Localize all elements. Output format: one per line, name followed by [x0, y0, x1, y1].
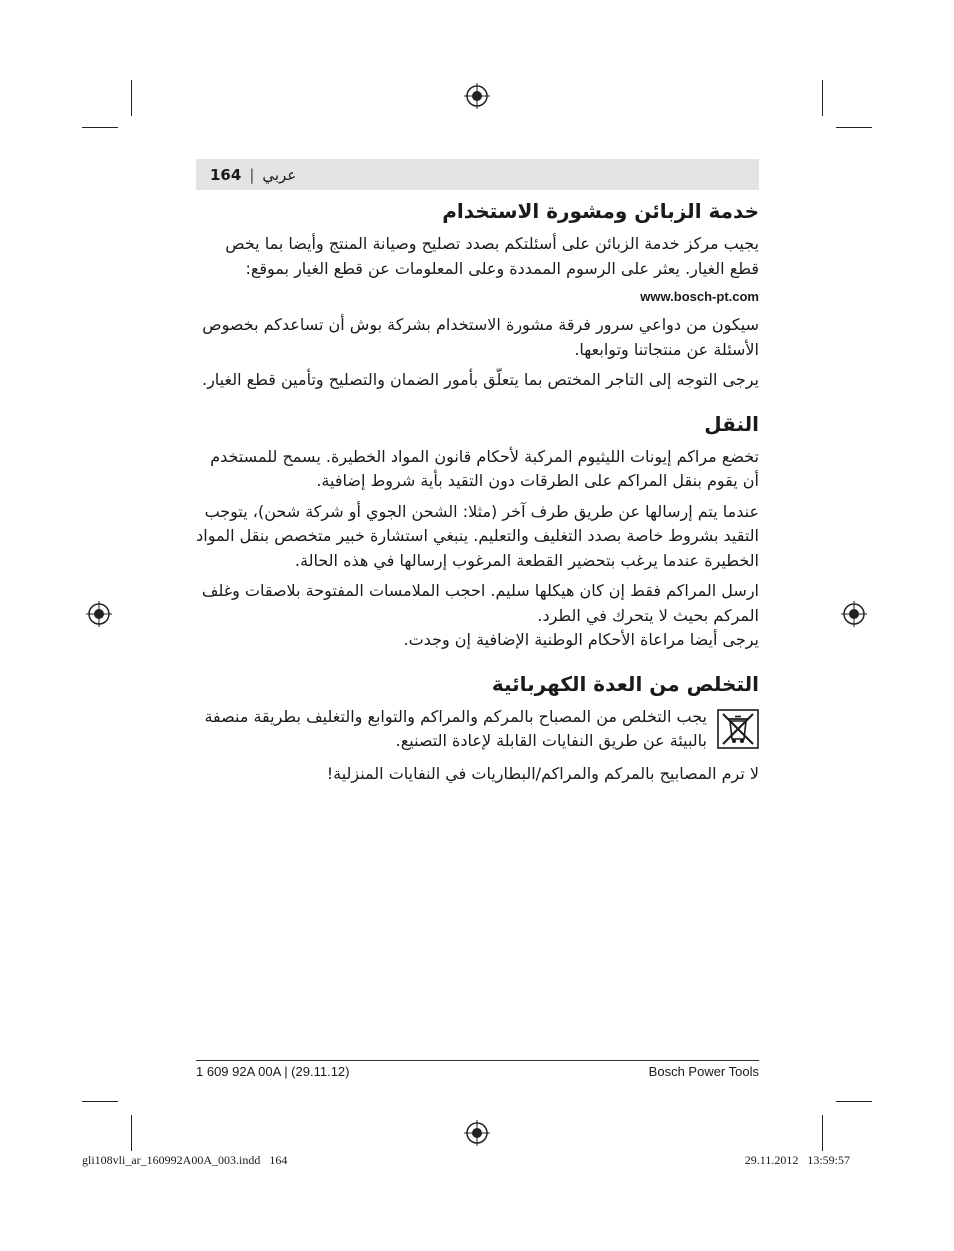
section-service [196, 196, 759, 393]
crossed-bin-icon [717, 709, 759, 749]
crop-mark-bottom-right-horizontal [836, 1101, 872, 1102]
transport-paragraph-4: يرجى أيضا مراعاة الأحكام الوطنية الإضافية إن وجدت. [403, 630, 759, 649]
registration-mark-left-icon [86, 601, 112, 627]
service-paragraph-3: يرجى التوجه إلى التاجر المختص بما يتعلّق بأمور الضمان والتصليح وتأمين قطع الغيار. [201, 370, 759, 389]
crop-mark-top-left-vertical [131, 80, 132, 116]
slug-filename: gli108vli_ar_160992A00A_003.indd 164 [82, 1153, 288, 1167]
transport-paragraph-2: عندما يتم إرسالها عن طريق طرف آخر (مثلا: الشحن الجوي أو شركة شحن)، يتوجب التقيد بشروط خاصة بصدد التغليف والتعليم. ينبغي استشارة خبير متخصص بنقل المواد الخطيرة عندما يرغب بتحضير القطعة المرغوب إرسالها في هذه الحالة. [196, 501, 759, 570]
service-paragraph-1: يجيب مركز خدمة الزبائن على أسئلتكم بصدد تصليح وصيانة المنتج وأيضا بما يخص قطع الغيار. يعثر على الرسوم الممددة وعلى المعلومات عن قطع الغيار بموقع: [225, 234, 759, 278]
registration-mark-right-icon [841, 601, 867, 627]
footer-doc-number: 1 609 92A 00A | (29.11.12) [196, 1064, 350, 1079]
transport-paragraph-3: ارسل المراكم فقط إن كان هيكلها سليم. احجب الملامسات المفتوحة بلاصقات وغلف المركم بحيث لا يتحرك في الطرد. [201, 581, 759, 625]
bosch-url-link[interactable]: www.bosch-pt.com [640, 289, 759, 304]
footer-brand: Bosch Power Tools [648, 1064, 759, 1079]
disposal-row [196, 705, 759, 754]
slug-datetime: 29.11.2012 13:59:57 [744, 1153, 850, 1167]
crop-mark-bottom-right-vertical [822, 1115, 823, 1151]
transport-title: النقل [704, 411, 759, 436]
disposal-paragraph-2: لا ترم المصابيح بالمركم والمراكم/البطاريات في النفايات المنزلية! [326, 763, 759, 783]
disposal-paragraph-1: يجب التخلص من المصباح بالمركم والمراكم والتوابع والتغليف بطريقة منصفة بالبيئة عن طريق النفايات القابلة لإعادة التصنيع. [204, 706, 707, 750]
header-separator: | [249, 165, 255, 184]
crop-mark-top-right-horizontal [836, 127, 872, 128]
crop-mark-bottom-left-vertical [131, 1115, 132, 1151]
page-content [196, 196, 759, 792]
registration-mark-bottom-icon [464, 1120, 490, 1146]
header-language: عربي [262, 165, 297, 184]
page-number: 164 [210, 165, 242, 184]
footer-divider [196, 1060, 759, 1061]
page-header [196, 159, 759, 190]
crop-mark-top-right-vertical [822, 80, 823, 116]
service-title: خدمة الزبائن ومشورة الاستخدام [442, 199, 759, 223]
crop-mark-top-left-horizontal [82, 127, 118, 128]
section-disposal [196, 669, 759, 787]
registration-mark-top-icon [464, 83, 490, 109]
crop-mark-bottom-left-horizontal [82, 1101, 118, 1102]
section-transport [196, 409, 759, 653]
transport-paragraph-1: تخضع مراكم إيونات الليثيوم المركبة لأحكام قانون المواد الخطيرة. يسمح للمستخدم أن يقوم بنقل المراكم على الطرقات دون التقيد بأية شروط إضافية. [210, 446, 759, 490]
service-paragraph-2: سيكون من دواعي سرور فرقة مشورة الاستخدام بشركة بوش أن تساعدكم بخصوص الأسئلة عن منتجاتنا وتوابعها. [202, 315, 759, 359]
disposal-title: التخلص من العدة الكهربائية [491, 671, 759, 696]
